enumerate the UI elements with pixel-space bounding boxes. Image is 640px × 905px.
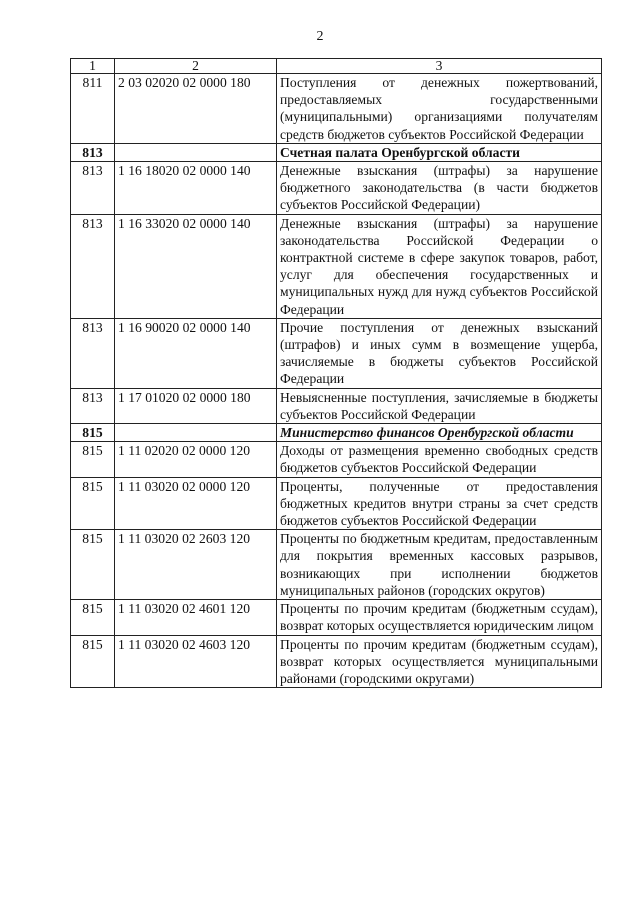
table-row [71, 214, 602, 318]
table-row [71, 318, 602, 388]
page-number: 2 [316, 29, 324, 44]
admin-code-cell: 815 [71, 442, 115, 477]
budget-code-cell: 1 16 33020 02 0000 140 [115, 214, 277, 318]
revenue-name-cell: Проценты по прочим кредитам (бюджетным ссудам), возврат которых осуществляется юридическим лицом [277, 600, 602, 635]
table-row [71, 600, 602, 635]
budget-code-cell: 1 11 03020 02 2603 120 [115, 530, 277, 600]
table-row [71, 530, 602, 600]
table-row [71, 388, 602, 423]
budget-code-cell: 1 17 01020 02 0000 180 [115, 388, 277, 423]
table-body [71, 74, 602, 688]
budget-code-cell: 1 11 03020 02 0000 120 [115, 477, 277, 530]
section-row [71, 424, 602, 442]
admin-code-cell: 815 [71, 424, 115, 442]
header-col-1: 1 [71, 59, 115, 74]
admin-code-cell: 813 [71, 318, 115, 388]
revenue-name-cell: Доходы от размещения временно свободных средств бюджетов субъектов Российской Федерации [277, 442, 602, 477]
revenue-name-cell: Счетная палата Оренбургской области [277, 143, 602, 161]
admin-code-cell: 815 [71, 477, 115, 530]
budget-classification-table [70, 58, 602, 688]
budget-code-cell: 2 03 02020 02 0000 180 [115, 74, 277, 144]
header-col-3: 3 [277, 59, 602, 74]
table-row [71, 477, 602, 530]
table-row [71, 162, 602, 215]
budget-code-cell: 1 11 02020 02 0000 120 [115, 442, 277, 477]
admin-code-cell: 813 [71, 143, 115, 161]
revenue-name-cell: Прочие поступления от денежных взысканий (штрафов) и иных сумм в возмещение ущерба, зачисляемые в бюджеты субъектов Российской Федерации [277, 318, 602, 388]
budget-code-cell: 1 11 03020 02 4603 120 [115, 635, 277, 688]
admin-code-cell: 813 [71, 388, 115, 423]
admin-code-cell: 815 [71, 530, 115, 600]
table-row [71, 442, 602, 477]
admin-code-cell: 813 [71, 214, 115, 318]
budget-code-cell: 1 16 90020 02 0000 140 [115, 318, 277, 388]
admin-code-cell: 813 [71, 162, 115, 215]
admin-code-cell: 815 [71, 600, 115, 635]
table-row [71, 74, 602, 144]
budget-code-cell: 1 16 18020 02 0000 140 [115, 162, 277, 215]
revenue-name-cell: Проценты по прочим кредитам (бюджетным ссудам), возврат которых осуществляется муниципальными районами (городскими округами) [277, 635, 602, 688]
budget-code-cell [115, 424, 277, 442]
table-header-row [71, 59, 602, 74]
table-row [71, 635, 602, 688]
header-col-2: 2 [115, 59, 277, 74]
revenue-name-cell: Проценты по бюджетным кредитам, предоставленным для покрытия временных кассовых разрывов, возникающих при исполнении бюджетов муниципальных районов (городских округов) [277, 530, 602, 600]
admin-code-cell: 811 [71, 74, 115, 144]
admin-code-cell: 815 [71, 635, 115, 688]
revenue-name-cell: Денежные взыскания (штрафы) за нарушение законодательства Российской Федерации о контрактной системе в сфере закупок товаров, работ, услуг для обеспечения государственных и муниципальных нужд для нужд субъектов Российской Федерации [277, 214, 602, 318]
budget-code-cell [115, 143, 277, 161]
section-row [71, 143, 602, 161]
budget-code-cell: 1 11 03020 02 4601 120 [115, 600, 277, 635]
revenue-name-cell: Денежные взыскания (штрафы) за нарушение бюджетного законодательства (в части бюджетов субъектов Российской Федерации) [277, 162, 602, 215]
revenue-name-cell: Невыясненные поступления, зачисляемые в бюджеты субъектов Российской Федерации [277, 388, 602, 423]
revenue-name-cell: Поступления от денежных пожертвований, предоставляемых государственными (муниципальными) организациями получателям средств бюджетов субъектов Российской Федерации [277, 74, 602, 144]
revenue-name-cell: Министерство финансов Оренбургской области [277, 424, 602, 442]
revenue-name-cell: Проценты, полученные от предоставления бюджетных кредитов внутри страны за счет средств бюджетов субъектов Российской Федерации [277, 477, 602, 530]
